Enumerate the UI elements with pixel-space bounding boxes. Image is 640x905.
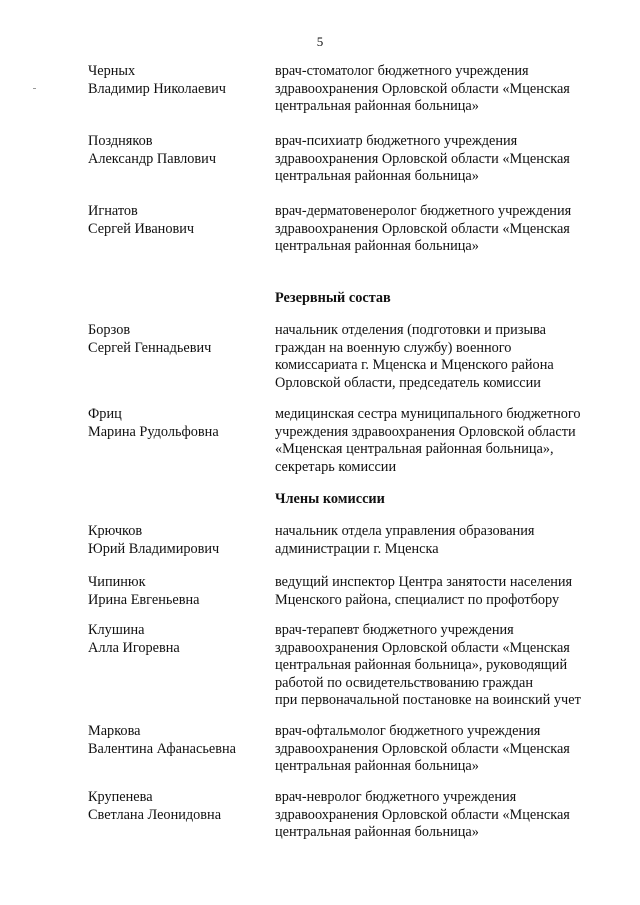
member-name bbox=[88, 574, 268, 609]
member-role bbox=[275, 63, 620, 116]
role-line: учреждения здравоохранения Орловской области bbox=[275, 423, 576, 440]
surname: Черных bbox=[88, 63, 136, 79]
role-line: граждан на военную службу) военного bbox=[275, 339, 512, 356]
role-line: медицинская сестра муниципального бюджетного bbox=[275, 406, 581, 422]
role-line: секретарь комиссии bbox=[275, 458, 397, 475]
surname: Фриц bbox=[88, 406, 122, 422]
given-names: Александр Павлович bbox=[88, 150, 217, 167]
member-role bbox=[275, 574, 620, 609]
member-name bbox=[88, 622, 268, 657]
surname: Поздняков bbox=[88, 133, 153, 149]
member-name bbox=[88, 406, 268, 441]
role-line: комиссариата г. Мценска и Мценского района bbox=[275, 357, 554, 373]
page-number: 5 bbox=[316, 34, 324, 49]
member-role bbox=[275, 622, 620, 710]
given-names: Владимир Николаевич bbox=[88, 80, 226, 97]
member-role bbox=[275, 789, 620, 842]
surname: Чипинюк bbox=[88, 574, 146, 590]
role-line: врач-невролог бюджетного учреждения bbox=[275, 789, 517, 805]
scan-margin-mark bbox=[33, 88, 36, 89]
surname: Клушина bbox=[88, 622, 145, 638]
role-line: здравоохранения Орловской области «Мценская bbox=[275, 740, 570, 757]
role-line: врач-терапевт бюджетного учреждения bbox=[275, 622, 514, 638]
role-line: ведущий инспектор Центра занятости населения bbox=[275, 574, 573, 590]
role-line: врач-офтальмолог бюджетного учреждения bbox=[275, 723, 541, 739]
role-line: центральная районная больница» bbox=[275, 824, 479, 840]
member-name bbox=[88, 203, 268, 238]
role-line: Орловской области, председатель комиссии bbox=[275, 374, 541, 391]
role-line: начальник отдела управления образования bbox=[275, 523, 535, 539]
member-role bbox=[275, 723, 620, 776]
member-name bbox=[88, 63, 268, 98]
role-line: здравоохранения Орловской области «Мценская bbox=[275, 220, 570, 237]
member-name bbox=[88, 133, 268, 168]
role-line: работой по освидетельствованию граждан bbox=[275, 674, 534, 691]
given-names: Сергей Геннадьевич bbox=[88, 339, 212, 356]
role-line: при первоначальной постановке на воинский учет bbox=[275, 692, 581, 708]
role-line: Мценского района, специалист по профотбору bbox=[275, 591, 560, 608]
role-line: центральная районная больница» bbox=[275, 758, 479, 774]
role-line: врач-дерматовенеролог бюджетного учреждения bbox=[275, 203, 572, 219]
surname: Борзов bbox=[88, 322, 131, 338]
reserve-heading: Резервный состав bbox=[275, 290, 391, 306]
given-names: Валентина Афанасьевна bbox=[88, 740, 236, 757]
role-line: центральная районная больница» bbox=[275, 238, 479, 254]
given-names: Марина Рудольфовна bbox=[88, 423, 219, 440]
role-line: врач-стоматолог бюджетного учреждения bbox=[275, 63, 529, 79]
members-heading: Члены комиссии bbox=[275, 491, 385, 507]
surname: Крупенева bbox=[88, 789, 153, 805]
member-name bbox=[88, 789, 268, 824]
role-line: центральная районная больница» bbox=[275, 168, 479, 184]
member-name bbox=[88, 322, 268, 357]
given-names: Светлана Леонидовна bbox=[88, 806, 222, 823]
member-name bbox=[88, 523, 268, 558]
role-line: здравоохранения Орловской области «Мценская bbox=[275, 150, 570, 167]
role-line: здравоохранения Орловской области «Мценская bbox=[275, 639, 570, 656]
role-line: администрации г. Мценска bbox=[275, 540, 439, 557]
member-role bbox=[275, 133, 620, 186]
member-role bbox=[275, 203, 620, 256]
role-line: «Мценская центральная районная больница», bbox=[275, 441, 554, 457]
role-line: начальник отделения (подготовки и призыва bbox=[275, 322, 546, 338]
role-line: врач-психиатр бюджетного учреждения bbox=[275, 133, 518, 149]
given-names: Сергей Иванович bbox=[88, 220, 195, 237]
role-line: центральная районная больница» bbox=[275, 98, 479, 114]
given-names: Ирина Евгеньевна bbox=[88, 591, 200, 608]
member-name bbox=[88, 723, 268, 758]
member-role bbox=[275, 406, 620, 476]
role-line: центральная районная больница», руководящий bbox=[275, 657, 568, 673]
role-line: здравоохранения Орловской области «Мценская bbox=[275, 80, 570, 97]
member-role bbox=[275, 523, 620, 558]
surname: Игнатов bbox=[88, 203, 138, 219]
given-names: Алла Игоревна bbox=[88, 639, 180, 656]
role-line: здравоохранения Орловской области «Мценская bbox=[275, 806, 570, 823]
given-names: Юрий Владимирович bbox=[88, 540, 220, 557]
surname: Крючков bbox=[88, 523, 143, 539]
member-role bbox=[275, 322, 620, 392]
surname: Маркова bbox=[88, 723, 141, 739]
